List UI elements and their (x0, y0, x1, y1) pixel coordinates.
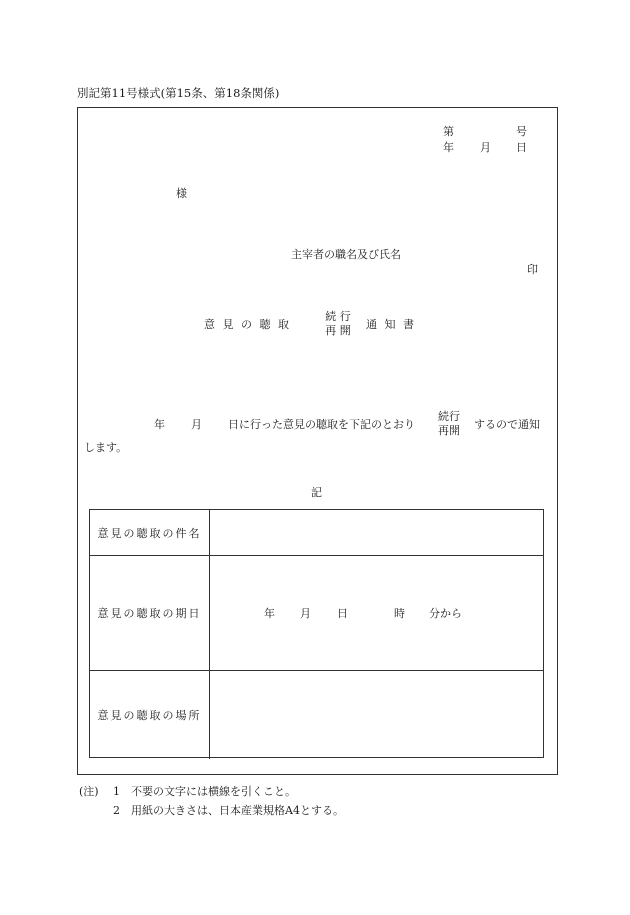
note-1-num: 1 (113, 785, 120, 798)
body-stack-bottom: 再開 (438, 424, 460, 437)
hearing-year: 年 (264, 607, 275, 620)
hearing-day: 日 (337, 607, 348, 620)
body-year: 年 (154, 418, 165, 431)
row-label-place: 意見の聴取の場所 (90, 671, 210, 759)
body-text-a: 日に行った意見の聴取を下記のとおり (228, 418, 415, 431)
seal-mark: 印 (527, 263, 538, 276)
date-value-cell[interactable] (211, 556, 543, 670)
date-year: 年 (443, 141, 454, 154)
form-header: 別記第11号様式(第15条、第18条関係) (77, 86, 280, 100)
addressee-suffix: 様 (176, 187, 187, 200)
body-stack-top: 続行 (438, 410, 460, 423)
hearing-hour: 時 (394, 607, 405, 620)
date-day: 日 (516, 141, 527, 154)
table-row-subject (90, 510, 543, 556)
date-month: 月 (480, 141, 491, 154)
title-stack-top: 続 行 (325, 310, 351, 323)
subject-value-cell[interactable] (211, 510, 543, 555)
place-value-cell[interactable] (211, 671, 543, 759)
hearing-from: 分から (429, 607, 462, 620)
row-label-date: 意見の聴取の期日 (90, 556, 210, 670)
notes-prefix: (注) (79, 785, 99, 798)
note-2-text: 用紙の大きさは、日本産業規格A4とする。 (131, 804, 344, 817)
body-stack (434, 410, 464, 438)
doc-no-suffix: 号 (516, 125, 527, 138)
body-month: 月 (191, 418, 202, 431)
table-row-date (90, 556, 543, 671)
hearing-month: 月 (300, 607, 311, 620)
body-text-b: するので通知 (474, 418, 540, 431)
sender-label: 主宰者の職名及び氏名 (291, 248, 401, 261)
title-stack-bottom: 再 開 (325, 324, 351, 337)
hearing-table (89, 509, 544, 758)
note-2-num: 2 (113, 804, 120, 817)
body-text-c: します。 (84, 441, 128, 454)
row-label-subject: 意見の聴取の件名 (90, 510, 210, 555)
doc-no-prefix: 第 (443, 125, 454, 138)
title-stack (318, 310, 358, 338)
table-row-place (90, 671, 543, 759)
title-left: 意 見 の 聴 取 (204, 318, 291, 331)
title-right: 通 知 書 (366, 318, 416, 331)
note-1-text: 不要の文字には横線を引くこと。 (131, 785, 296, 798)
ki-label: 記 (311, 486, 322, 499)
